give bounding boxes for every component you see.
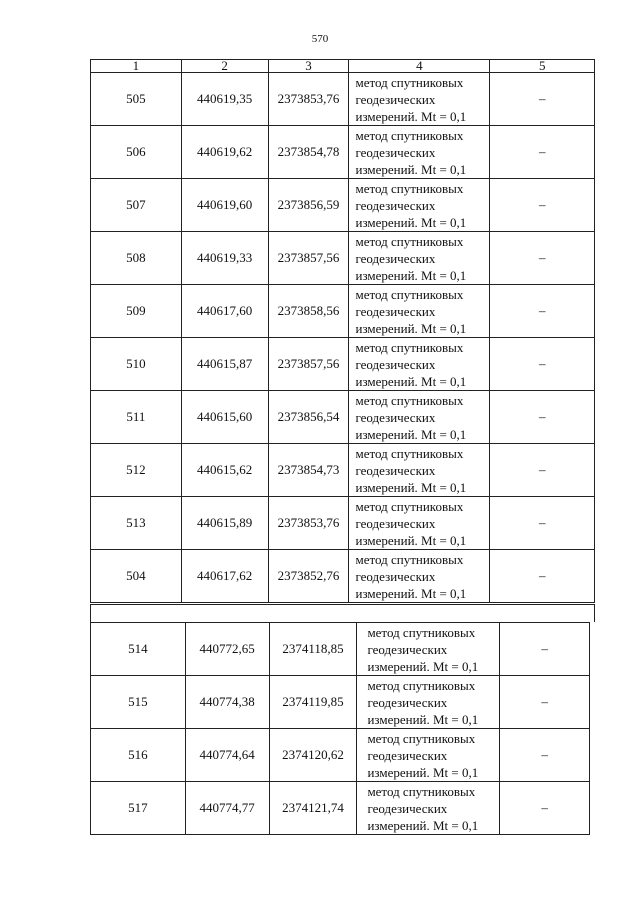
table-row <box>91 729 590 782</box>
table-row <box>91 550 595 603</box>
header-col-5: 5 <box>490 60 595 73</box>
coord-y: 2374118,85 <box>269 623 357 676</box>
coord-x: 440774,38 <box>185 676 269 729</box>
coord-x: 440774,77 <box>185 782 269 835</box>
coord-y: 2373854,73 <box>268 444 349 497</box>
coord-x: 440619,62 <box>181 126 268 179</box>
point-number: 505 <box>91 73 182 126</box>
method-description <box>357 729 500 782</box>
method-line: геодезических <box>355 409 436 425</box>
method-description <box>349 444 490 497</box>
method-line: метод спутниковых <box>355 233 464 249</box>
method-line: геодезических <box>355 462 436 478</box>
method-description <box>349 550 490 603</box>
coord-y: 2373853,76 <box>268 73 349 126</box>
method-description <box>349 391 490 444</box>
note-dash: – <box>490 391 595 444</box>
method-line: метод спутниковых <box>355 392 464 408</box>
coordinates-table-1 <box>90 59 595 603</box>
note-dash: – <box>490 285 595 338</box>
coord-x: 440617,62 <box>181 550 268 603</box>
table-row <box>91 285 595 338</box>
method-line: геодезических <box>367 641 448 657</box>
note-dash: – <box>500 782 590 835</box>
method-line: метод спутниковых <box>355 286 464 302</box>
method-line: измерений. Mt = 0,1 <box>355 108 467 124</box>
method-line: метод спутниковых <box>355 180 464 196</box>
note-dash: – <box>490 232 595 285</box>
point-number: 513 <box>91 497 182 550</box>
method-line: геодезических <box>367 694 448 710</box>
table-row <box>91 782 590 835</box>
table-row <box>91 676 590 729</box>
note-dash: – <box>490 338 595 391</box>
coord-y: 2373857,56 <box>268 338 349 391</box>
coord-y: 2374120,62 <box>269 729 357 782</box>
table-row <box>91 623 590 676</box>
note-dash: – <box>490 126 595 179</box>
coord-y: 2373852,76 <box>268 550 349 603</box>
method-line: измерений. Mt = 0,1 <box>355 267 467 283</box>
method-description <box>357 676 500 729</box>
table-row <box>91 444 595 497</box>
method-line: измерений. Mt = 0,1 <box>367 711 479 727</box>
note-dash: – <box>500 623 590 676</box>
point-number: 517 <box>91 782 186 835</box>
method-line: геодезических <box>355 568 436 584</box>
method-line: геодезических <box>355 250 436 266</box>
point-number: 510 <box>91 338 182 391</box>
coord-x: 440615,62 <box>181 444 268 497</box>
method-description <box>349 232 490 285</box>
method-line: измерений. Mt = 0,1 <box>355 161 467 177</box>
method-line: метод спутниковых <box>355 445 464 461</box>
method-description <box>349 179 490 232</box>
coord-x: 440617,60 <box>181 285 268 338</box>
header-row <box>91 60 595 73</box>
coord-y: 2374119,85 <box>269 676 357 729</box>
method-line: метод спутниковых <box>367 783 476 799</box>
method-line: измерений. Mt = 0,1 <box>355 373 467 389</box>
table-row <box>91 179 595 232</box>
method-line: геодезических <box>355 303 436 319</box>
method-line: измерений. Mt = 0,1 <box>355 426 467 442</box>
method-line: метод спутниковых <box>367 730 476 746</box>
point-number: 516 <box>91 729 186 782</box>
coord-y: 2373856,54 <box>268 391 349 444</box>
point-number: 508 <box>91 232 182 285</box>
method-line: геодезических <box>355 515 436 531</box>
note-dash: – <box>490 550 595 603</box>
method-description <box>349 285 490 338</box>
point-number: 515 <box>91 676 186 729</box>
table-row <box>91 73 595 126</box>
coord-y: 2373856,59 <box>268 179 349 232</box>
method-line: измерений. Mt = 0,1 <box>355 532 467 548</box>
coord-x: 440619,33 <box>181 232 268 285</box>
method-line: геодезических <box>355 144 436 160</box>
method-description <box>349 338 490 391</box>
coord-x: 440772,65 <box>185 623 269 676</box>
coord-x: 440615,60 <box>181 391 268 444</box>
header-col-2: 2 <box>181 60 268 73</box>
coordinates-table-2 <box>90 622 590 835</box>
note-dash: – <box>490 444 595 497</box>
header-col-4: 4 <box>349 60 490 73</box>
header-col-1: 1 <box>91 60 182 73</box>
method-line: геодезических <box>355 91 436 107</box>
method-line: метод спутниковых <box>355 339 464 355</box>
coord-x: 440615,87 <box>181 338 268 391</box>
method-line: геодезических <box>355 356 436 372</box>
method-line: измерений. Mt = 0,1 <box>355 320 467 336</box>
note-dash: – <box>490 497 595 550</box>
coord-y: 2374121,74 <box>269 782 357 835</box>
method-line: измерений. Mt = 0,1 <box>355 479 467 495</box>
point-number: 509 <box>91 285 182 338</box>
method-line: измерений. Mt = 0,1 <box>355 214 467 230</box>
coord-x: 440619,60 <box>181 179 268 232</box>
method-line: метод спутниковых <box>367 677 476 693</box>
table-row <box>91 497 595 550</box>
method-line: измерений. Mt = 0,1 <box>367 764 479 780</box>
point-number: 511 <box>91 391 182 444</box>
note-dash: – <box>490 73 595 126</box>
coord-y: 2373857,56 <box>268 232 349 285</box>
point-number: 504 <box>91 550 182 603</box>
point-number: 506 <box>91 126 182 179</box>
note-dash: – <box>500 729 590 782</box>
coord-y: 2373853,76 <box>268 497 349 550</box>
method-description <box>357 623 500 676</box>
table-row <box>91 232 595 285</box>
method-line: измерений. Mt = 0,1 <box>367 817 479 833</box>
group-separator <box>90 604 595 622</box>
table-row <box>91 391 595 444</box>
method-line: метод спутниковых <box>355 551 464 567</box>
method-line: геодезических <box>355 197 436 213</box>
point-number: 514 <box>91 623 186 676</box>
page-number: 570 <box>311 33 329 45</box>
method-line: измерений. Mt = 0,1 <box>367 658 479 674</box>
method-line: метод спутниковых <box>355 498 464 514</box>
coord-y: 2373858,56 <box>268 285 349 338</box>
method-description <box>349 497 490 550</box>
table-row <box>91 126 595 179</box>
note-dash: – <box>500 676 590 729</box>
note-dash: – <box>490 179 595 232</box>
coord-y: 2373854,78 <box>268 126 349 179</box>
method-line: измерений. Mt = 0,1 <box>355 585 467 601</box>
point-number: 507 <box>91 179 182 232</box>
table-row <box>91 338 595 391</box>
method-description <box>349 126 490 179</box>
method-line: метод спутниковых <box>355 127 464 143</box>
coord-x: 440619,35 <box>181 73 268 126</box>
method-line: геодезических <box>367 747 448 763</box>
point-number: 512 <box>91 444 182 497</box>
header-col-3: 3 <box>268 60 349 73</box>
method-description <box>357 782 500 835</box>
method-line: метод спутниковых <box>367 624 476 640</box>
method-line: геодезических <box>367 800 448 816</box>
coord-x: 440615,89 <box>181 497 268 550</box>
method-line: метод спутниковых <box>355 74 464 90</box>
method-description <box>349 73 490 126</box>
coord-x: 440774,64 <box>185 729 269 782</box>
